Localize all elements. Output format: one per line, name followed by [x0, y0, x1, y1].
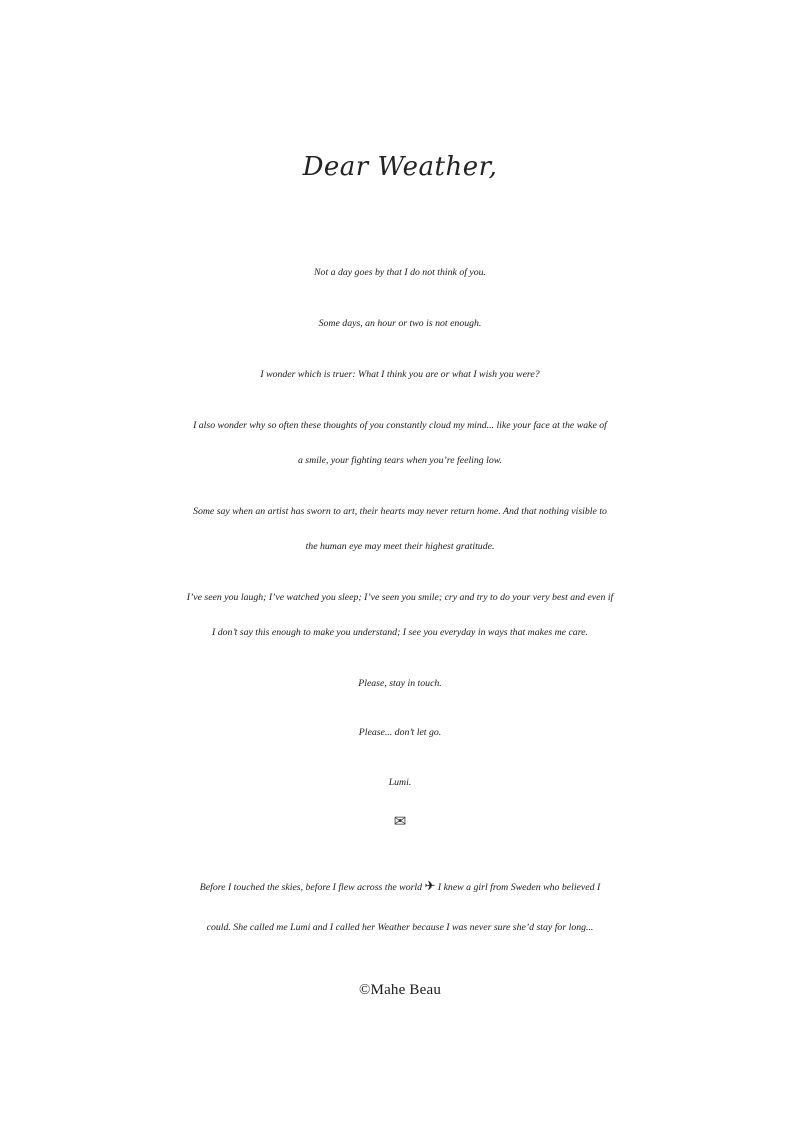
- airplane-icon: ✈: [424, 879, 436, 894]
- letter-title: Dear Weather,: [302, 152, 498, 182]
- afterword-line: could. She called me Lumi and I called her Weather because I was never sure she’d stay for long...: [206, 922, 594, 933]
- afterword-text-end: I knew a girl from Sweden who believed I: [435, 882, 601, 893]
- letter-line: Please, stay in touch.: [358, 678, 442, 689]
- letter-line: I don’t say this enough to make you understand; I see you everyday in ways that makes me care.: [212, 627, 588, 638]
- letter-line: I’ve seen you laugh; I’ve watched you sleep; I’ve seen you smile; cry and try to do your very best and even if: [186, 592, 614, 603]
- letter-line: I also wonder why so often these thoughts of you constantly cloud my mind... like your face at the wake of: [193, 420, 607, 431]
- envelope-icon: ✉: [393, 812, 407, 830]
- copyright-notice: ©Mahe Beau: [358, 982, 442, 998]
- letter-line: a smile, your fighting tears when you’re feeling low.: [297, 455, 503, 466]
- afterword-line: [0, 879, 800, 894]
- signature: Lumi.: [388, 777, 412, 788]
- letter-line: Some say when an artist has sworn to art, their hearts may never return home. And that nothing visible to: [193, 506, 607, 517]
- letter-line: the human eye may meet their highest gratitude.: [305, 541, 495, 552]
- afterword-text-start: Before I touched the skies, before I flew across the world: [199, 882, 425, 893]
- letter-line: Some days, an hour or two is not enough.: [318, 318, 482, 329]
- letter-line: I wonder which is truer: What I think you are or what I wish you were?: [260, 369, 540, 380]
- letter-line: Not a day goes by that I do not think of you.: [314, 267, 486, 278]
- letter-line: Please... don’t let go.: [358, 727, 442, 738]
